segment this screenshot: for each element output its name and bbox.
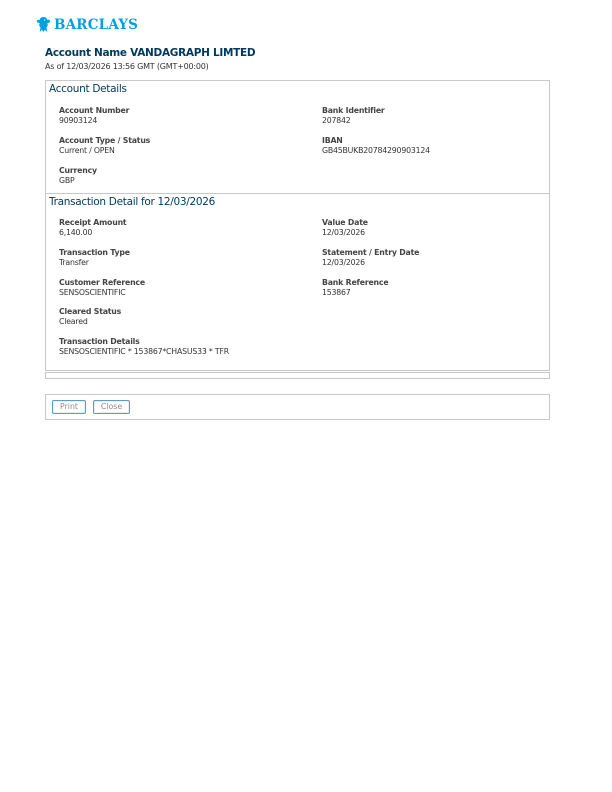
iban-field [322,136,430,156]
transaction-details-value: SENSOSCIENTIFIC * 153867*CHASUS33 * TFR [59,347,229,356]
bank-reference-value: 153867 [322,288,351,297]
statement-date-label: Statement / Entry Date [322,248,420,257]
eagle-icon [36,16,51,33]
cleared-status-field [59,307,121,327]
receipt-amount-field [59,218,126,238]
value-date-label: Value Date [322,218,368,227]
statement-date-value: 12/03/2026 [322,258,365,267]
value-date-value: 12/03/2026 [322,228,365,237]
bank-reference-label: Bank Reference [322,278,389,287]
bank-identifier-label: Bank Identifier [322,106,385,115]
currency-field [59,166,97,186]
transaction-details-label: Transaction Details [59,337,140,346]
transaction-detail-title: Transaction Detail for 12/03/2026 [49,196,216,208]
print-button[interactable]: Print [52,400,86,414]
account-number-value: 90903124 [59,116,98,125]
cleared-status-value: Cleared [59,317,88,326]
currency-label: Currency [59,166,97,175]
customer-reference-label: Customer Reference [59,278,145,287]
iban-value: GB45BUKB20784290903124 [322,146,430,155]
iban-label: IBAN [322,136,343,145]
barclays-logo [36,16,138,33]
receipt-amount-value: 6,140.00 [59,228,93,237]
cleared-status-label: Cleared Status [59,307,122,316]
bank-identifier-field [322,106,385,126]
statement-date-field [322,248,419,268]
account-type-label: Account Type / Status [59,136,151,145]
bank-identifier-value: 207842 [322,116,351,125]
transaction-detail-panel [45,193,550,371]
transaction-type-field [59,248,130,268]
currency-value: GBP [59,176,75,185]
transaction-details-field [59,337,229,357]
account-type-field [59,136,150,156]
customer-reference-value: SENSOSCIENTIFIC [59,288,126,297]
receipt-amount-label: Receipt Amount [59,218,127,227]
account-number-field [59,106,129,126]
as-of-timestamp: As of 12/03/2026 13:56 GMT (GMT+00:00) [45,62,209,71]
transaction-type-label: Transaction Type [59,248,130,257]
account-number-label: Account Number [59,106,130,115]
customer-reference-field [59,278,145,298]
transaction-type-value: Transfer [59,258,89,267]
value-date-field [322,218,368,238]
account-details-title: Account Details [49,83,127,95]
bank-reference-field [322,278,388,298]
account-name-heading: Account Name VANDAGRAPH LIMTED [45,47,256,59]
account-details-panel [45,80,550,194]
account-type-value: Current / OPEN [59,146,115,155]
separator-panel [45,372,550,379]
brand-name: BARCLAYS [54,16,139,33]
close-button[interactable]: Close [93,400,130,414]
